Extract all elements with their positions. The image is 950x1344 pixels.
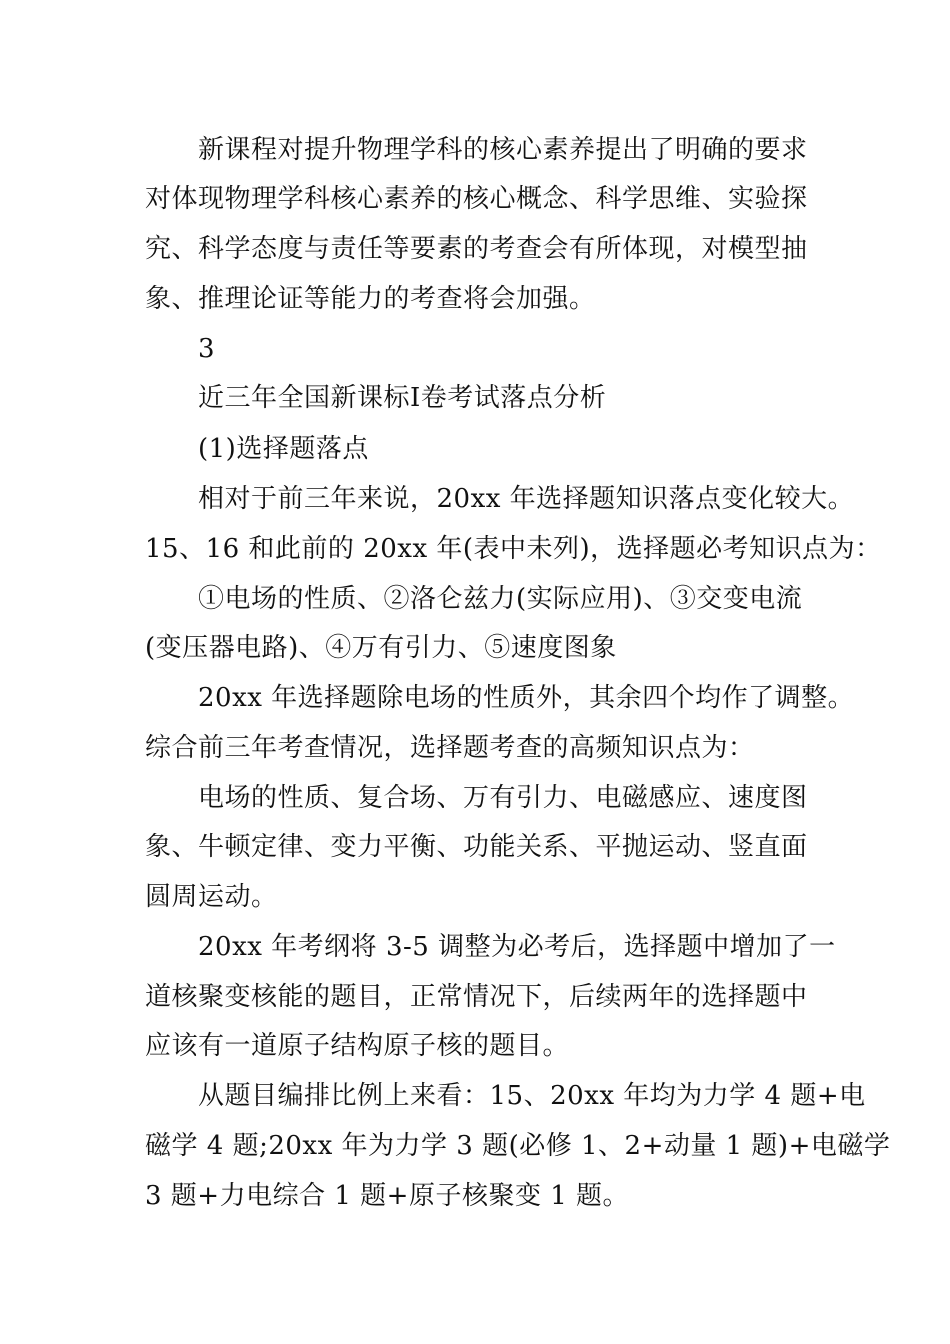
text-line: 20xx 年考纲将 3-5 调整为必考后，选择题中增加了一: [198, 932, 836, 962]
text-line: 圆周运动。: [145, 882, 278, 912]
text-line: 综合前三年考查情况，选择题考查的高频知识点为：: [145, 733, 755, 763]
text-line: 象、牛顿定律、变力平衡、功能关系、平抛运动、竖直面: [145, 832, 808, 862]
text-line: 究、科学态度与责任等要素的考查会有所体现，对模型抽: [145, 234, 808, 264]
text-line: 新课程对提升物理学科的核心素养提出了明确的要求: [198, 135, 808, 165]
text-line: 20xx 年选择题除电场的性质外，其余四个均作了调整。: [198, 683, 855, 713]
text-line: 电场的性质、复合场、万有引力、电磁感应、速度图: [198, 783, 808, 813]
text-line: 道核聚变核能的题目，正常情况下，后续两年的选择题中: [145, 982, 808, 1012]
text-line: 磁学 4 题;20xx 年为力学 3 题(必修 1、2+动量 1 题)+电磁学: [145, 1131, 891, 1161]
text-line: ①电场的性质、②洛仑兹力(实际应用)、③交变电流: [198, 584, 803, 614]
subsection-heading: (1)选择题落点: [198, 434, 369, 464]
text-line: 从题目编排比例上来看：15、20xx 年均为力学 4 题+电: [198, 1081, 866, 1111]
section-number: 3: [198, 334, 216, 364]
text-line: (变压器电路)、④万有引力、⑤速度图象: [145, 633, 617, 663]
text-line: 15、16 和此前的 20xx 年(表中未列)，选择题必考知识点为：: [145, 534, 882, 564]
text-line: 3 题+力电综合 1 题+原子核聚变 1 题。: [145, 1181, 630, 1211]
section-heading: 近三年全国新课标Ⅰ卷考试落点分析: [198, 383, 607, 413]
text-line: 相对于前三年来说，20xx 年选择题知识落点变化较大。: [198, 484, 855, 514]
text-line: 应该有一道原子结构原子核的题目。: [145, 1031, 570, 1061]
text-line: 象、推理论证等能力的考查将会加强。: [145, 284, 596, 314]
text-line: 对体现物理学科核心素养的核心概念、科学思维、实验探: [145, 184, 808, 214]
